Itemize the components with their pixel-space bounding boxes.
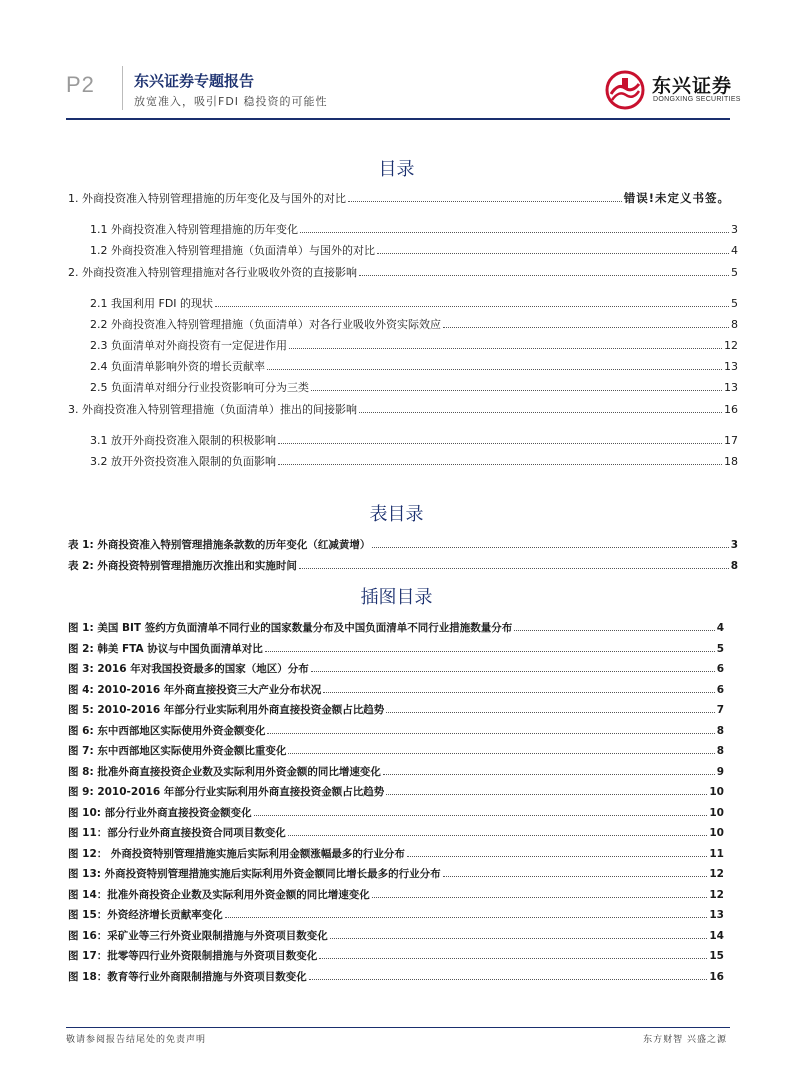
figure-list-entry[interactable] (68, 907, 724, 922)
figure-list-entry[interactable] (68, 620, 724, 635)
toc-entry-text: 2.2 外商投资准入特别管理措施（负面清单）对各行业吸收外资实际效应 (90, 318, 441, 331)
report-subtitle: 放宽准入，吸引FDI 稳投资的可能性 (134, 95, 328, 108)
figure-list-entry[interactable] (68, 661, 724, 676)
figure-entry-text: 图 13: 外商投资特别管理措施实施后实际利用外资金额同比增长最多的行业分布 (68, 868, 441, 880)
figure-entry-text: 图 17：批零等四行业外资限制措施与外资项目数变化 (68, 950, 318, 962)
figure-entry-text: 图 11：部分行业外商直接投资合同项目数变化 (68, 827, 286, 839)
toc-entry[interactable] (90, 337, 738, 353)
leader-dots (372, 539, 728, 548)
toc-entry-text: 1.2 外商投资准入特别管理措施（负面清单）与国外的对比 (90, 244, 375, 257)
leader-dots (319, 950, 707, 959)
leader-dots (514, 622, 714, 631)
figure-entry-text: 图 15：外资经济增长贡献率变化 (68, 909, 223, 921)
toc-entry[interactable] (90, 453, 738, 469)
leader-dots (443, 868, 708, 877)
footer-slogan: 东方财智 兴盛之源 (643, 1035, 727, 1045)
leader-dots (372, 889, 708, 898)
report-title: 东兴证券专题报告 (134, 72, 255, 90)
figure-entry-page: 12 (709, 868, 724, 880)
leader-dots (377, 245, 729, 254)
figure-entry-page: 6 (716, 683, 724, 696)
figure-list-entry[interactable] (68, 723, 724, 738)
company-logo (604, 70, 741, 110)
figure-list-entry[interactable] (68, 887, 724, 902)
figure-entry-page: 12 (709, 888, 724, 901)
leader-dots (300, 224, 729, 233)
leader-dots (311, 382, 722, 391)
toc-entry-text: 2. 外商投资准入特别管理措施对各行业吸收外资的直接影响 (68, 266, 357, 279)
figure-entry-text: 图 5: 2010-2016 年部分行业实际利用外商直接投资金额占比趋势 (68, 704, 385, 716)
figure-list-entry[interactable] (68, 846, 724, 861)
toc-entry-page: 16 (724, 403, 738, 416)
figure-list-entry[interactable] (68, 866, 724, 881)
figure-entry-page: 10 (709, 806, 724, 819)
leader-dots (311, 663, 715, 672)
figure-list-entry[interactable] (68, 825, 724, 840)
figure-entry-page: 16 (709, 970, 724, 983)
logo-text-cn: 东兴证券 (652, 75, 733, 97)
figure-entry-page: 14 (709, 929, 724, 942)
toc-entry-page: 8 (731, 318, 738, 331)
figure-entry-page: 8 (716, 745, 724, 757)
toc-entry-page: 17 (724, 434, 738, 447)
toc-heading: 目录 (378, 159, 415, 180)
figure-entry-page: 15 (709, 950, 724, 962)
figure-list-entry[interactable] (68, 641, 724, 656)
toc-entry[interactable] (90, 358, 738, 374)
figure-entry-page: 11 (709, 847, 724, 860)
figure-entry-page: 6 (716, 663, 724, 675)
table-entry-page: 8 (730, 560, 738, 572)
figure-list-entry[interactable] (68, 764, 724, 779)
figure-entry-page: 8 (716, 724, 724, 737)
figure-list-entry[interactable] (68, 928, 724, 943)
leader-dots (443, 319, 729, 328)
figure-entry-text: 图 3: 2016 年对我国投资最多的国家（地区）分布 (68, 663, 309, 675)
table-entry-text: 表 1: 外商投资准入特别管理措施条款数的历年变化（红减黄增） (68, 539, 371, 551)
toc-entry[interactable] (68, 190, 730, 206)
leader-dots (278, 456, 722, 465)
leader-dots (383, 766, 715, 775)
leader-dots (267, 361, 722, 370)
toc-entry-page: 5 (731, 266, 738, 279)
figures-toc-heading: 插图目录 (360, 587, 433, 608)
toc-entry-text: 3. 外商投资准入特别管理措施（负面清单）推出的间接影响 (68, 403, 357, 416)
leader-dots (330, 930, 708, 939)
leader-dots (359, 267, 729, 276)
figure-list-entry[interactable] (68, 784, 724, 799)
leader-dots (359, 404, 722, 413)
toc-entry[interactable] (90, 316, 738, 332)
figure-entry-page: 5 (716, 642, 724, 655)
toc-entry[interactable] (90, 221, 738, 237)
figure-entry-text: 图 8: 批准外商直接投资企业数及实际利用外资金额的同比增速变化 (68, 765, 381, 778)
figure-entry-text: 图 2: 韩美 FTA 协议与中国负面清单对比 (68, 642, 263, 655)
footer-disclaimer: 敬请参阅报告结尾处的免责声明 (66, 1035, 207, 1045)
leader-dots (278, 435, 722, 444)
toc-entry[interactable] (68, 401, 738, 417)
leader-dots (386, 704, 714, 713)
toc-entry-page: 18 (724, 455, 738, 468)
table-entry-text: 表 2: 外商投资特别管理措施历次推出和实施时间 (68, 560, 297, 572)
table-list-entry[interactable] (68, 558, 738, 573)
figure-entry-text: 图 18：教育等行业外商限制措施与外资项目数变化 (68, 970, 307, 983)
leader-dots (386, 786, 707, 795)
toc-entry-text: 2.4 负面清单影响外资的增长贡献率 (90, 360, 265, 373)
leader-dots (265, 643, 715, 652)
leader-dots (267, 725, 714, 734)
figure-entry-page: 7 (716, 704, 724, 716)
logo-emblem-icon (604, 70, 646, 110)
leader-dots (309, 971, 708, 980)
leader-dots (225, 909, 708, 918)
toc-entry-text: 2.3 负面清单对外商投资有一定促进作用 (90, 339, 287, 352)
toc-entry[interactable] (90, 432, 738, 448)
toc-entry-text: 3.2 放开外资投资准入限制的负面影响 (90, 455, 276, 468)
figure-list-entry[interactable] (68, 743, 724, 758)
figure-entry-page: 10 (709, 786, 724, 798)
figure-entry-text: 图 16：采矿业等三行外资业限制措施与外资项目数变化 (68, 929, 328, 942)
toc-entry-page: 5 (731, 297, 738, 310)
figure-entry-text: 图 4: 2010-2016 年外商直接投资三大产业分布状况 (68, 683, 322, 696)
table-list-entry[interactable] (68, 537, 738, 552)
toc-entry-text: 1.1 外商投资准入特别管理措施的历年变化 (90, 223, 298, 236)
page-number: P2 (66, 72, 95, 97)
toc-entry[interactable] (68, 264, 738, 280)
figure-entry-page: 4 (716, 622, 724, 634)
toc-entry[interactable] (90, 242, 738, 258)
figure-entry-text: 图 1: 美国 BIT 签约方负面清单不同行业的国家数量分布及中国负面清单不同行业措施数量分布 (68, 622, 513, 634)
figure-entry-text: 图 12： 外商投资特别管理措施实施后实际利用金额涨幅最多的行业分布 (68, 847, 405, 860)
toc-entry-page: 12 (724, 339, 738, 352)
figure-entry-page: 9 (716, 765, 724, 778)
toc-entry-text: 2.5 负面清单对细分行业投资影响可分为三类 (90, 381, 309, 394)
figure-entry-text: 图 6: 东中西部地区实际使用外资金额变化 (68, 724, 266, 737)
toc-entry-text: 2.1 我国利用 FDI 的现状 (90, 297, 214, 310)
figure-list-entry[interactable] (68, 948, 724, 963)
table-entry-page: 3 (730, 539, 738, 551)
figure-list-entry[interactable] (68, 805, 724, 820)
figure-entry-page: 10 (709, 827, 724, 839)
toc-entry-page: 4 (731, 244, 738, 257)
leader-dots (407, 848, 707, 857)
leader-dots (254, 807, 708, 816)
logo-text-en: DONGXING SECURITIES (653, 96, 741, 103)
leader-dots (215, 298, 729, 307)
leader-dots (288, 745, 714, 754)
figure-entry-text: 图 7: 东中西部地区实际使用外资金额比重变化 (68, 745, 287, 757)
figure-entry-text: 图 14：批准外商投资企业数及实际利用外资金额的同比增速变化 (68, 888, 370, 901)
leader-dots (348, 193, 622, 202)
toc-entry[interactable] (90, 379, 738, 395)
figure-entry-page: 13 (709, 909, 724, 921)
leader-dots (289, 340, 722, 349)
toc-entry-page: 3 (731, 223, 738, 236)
leader-dots (299, 560, 729, 569)
toc-entry-text: 3.1 放开外商投资准入限制的积极影响 (90, 434, 276, 447)
header-divider (122, 66, 123, 110)
header-rule (66, 118, 730, 120)
figure-list-entry[interactable] (68, 969, 724, 984)
toc-entry-text: 1. 外商投资准入特别管理措施的历年变化及与国外的对比 (68, 192, 346, 205)
figure-entry-text: 图 9: 2010-2016 年部分行业实际利用外商直接投资金额占比趋势 (68, 786, 385, 798)
figure-list-entry[interactable] (68, 702, 724, 717)
toc-entry-error: 错误!未定义书签。 (623, 191, 730, 205)
toc-entry-page: 13 (724, 381, 738, 394)
footer-rule (66, 1027, 730, 1028)
figure-list-entry[interactable] (68, 682, 724, 697)
leader-dots (323, 684, 714, 693)
toc-entry[interactable] (90, 295, 738, 311)
toc-entry-page: 13 (724, 360, 738, 373)
tables-toc-heading: 表目录 (369, 504, 424, 525)
leader-dots (288, 827, 708, 836)
figure-entry-text: 图 10: 部分行业外商直接投资金额变化 (68, 806, 252, 819)
